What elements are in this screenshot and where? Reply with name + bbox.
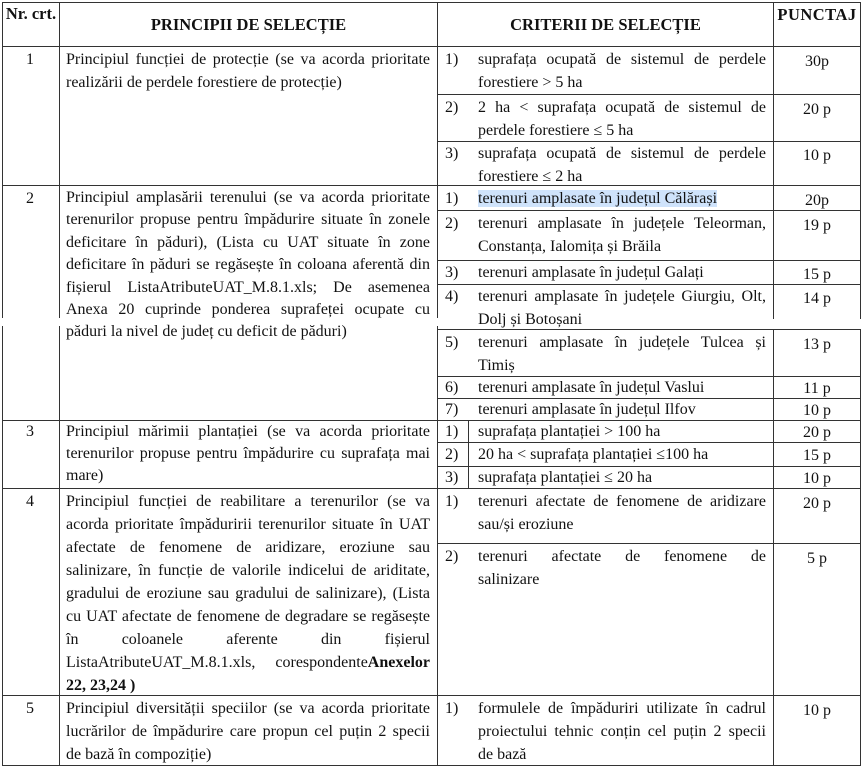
criterion-points: 10 p: [803, 470, 831, 487]
criterion-number: 2): [445, 446, 459, 463]
row-divider: [437, 94, 861, 95]
criterion-points: 20 p: [803, 424, 831, 441]
criterion-text: suprafața ocupată de sistemul de perdele forestiere > 5 ha: [478, 51, 766, 91]
row-divider: [2, 46, 861, 47]
criterion-points: 30p: [805, 53, 829, 70]
criterion-points: 10 p: [803, 147, 831, 164]
principle-text: Principiul funcției de protecție (se va acorda prioritate realizării de perdele forestiere de protecție): [66, 51, 430, 91]
criterion-points: 19 p: [803, 217, 831, 234]
criterion-number: 2): [445, 215, 459, 232]
table-border-top: [2, 2, 861, 3]
criterion-text: [478, 187, 766, 210]
table-border-left: [2, 2, 3, 766]
criterion-number: 1): [445, 493, 459, 510]
criterion-number: 1): [445, 190, 459, 207]
criterion-points: 10 p: [803, 402, 831, 419]
criterion-number: 4): [445, 288, 459, 305]
criterion-number: 3): [445, 469, 459, 486]
criterion-text: 20 ha < suprafața plantației ≤100 ha: [478, 446, 709, 463]
header-nr: Nr. crt.: [5, 4, 57, 23]
principle-text-bold: Anexelor 22, 23,24 ): [66, 654, 430, 694]
row-number: 4: [26, 493, 34, 510]
criterion-text: terenuri afectate de fenomene de salinizare: [478, 548, 766, 588]
criterion-number: 5): [445, 334, 459, 351]
principle-text: Principiul mărimii plantației (se va acorda prioritate terenurilor propuse pentru împădurire cu suprafața mai mare): [66, 423, 430, 484]
principle-text: [66, 490, 430, 697]
criterion-text: terenuri amplasate în județele Teleorman, Constanța, Ialomița și Brăila: [478, 215, 766, 255]
highlighted-selection[interactable]: terenuri amplasate în județul Călărași: [478, 190, 718, 207]
criterion-text: terenuri amplasate în județele Tulcea și Timiș: [478, 334, 766, 374]
header-principles: PRINCIPII DE SELECȚIE: [150, 15, 347, 34]
criterion-points: 5 p: [807, 550, 827, 567]
criterion-points: 13 p: [803, 336, 831, 353]
criterion-points: 14 p: [803, 290, 831, 307]
criterion-text: terenuri afectate de fenomene de aridizare sau/și eroziune: [478, 493, 766, 533]
criterion-number: 6): [445, 379, 459, 396]
criterion-number: 1): [445, 700, 459, 717]
criterion-text: suprafața plantației > 100 ha: [478, 423, 661, 440]
criterion-text: suprafața ocupată de sistemul de perdele forestiere ≤ 2 ha: [478, 145, 766, 185]
column-divider: [59, 2, 60, 766]
row-divider: [437, 543, 861, 544]
row-number: 2: [26, 190, 34, 207]
criterion-number: 7): [445, 401, 459, 418]
criterion-text: 2 ha < suprafața ocupată de sistemul de perdele forestiere ≤ 5 ha: [478, 99, 766, 139]
criterion-number: 1): [445, 423, 459, 440]
criterion-text: formulele de împăduriri utilizate în cadrul proiectului tehnic conțin cel puțin 2 specii de bază: [478, 700, 766, 763]
criterion-number: 3): [445, 264, 459, 281]
column-divider: [773, 2, 774, 766]
header-points: PUNCTAJ: [777, 5, 857, 24]
criterion-number: 3): [445, 145, 459, 162]
selection-criteria-table: [2, 2, 861, 766]
criterion-text: terenuri amplasate în județul Vaslui: [478, 379, 705, 396]
principle-text: Principiul amplasării terenului (se va acorda prioritate terenurilor propuse pentru împădurire situate în zonele deficitare în păduri), (Lista cu UAT situate în zone deficitare în păduri se regăsește în coloana aferentă din fișierul ListaAtributeUAT_M.8.1.xls; De asemenea Anexa 20 cuprinde ponderea suprafeței ocupate cu păduri la nivel de județ cu deficit de păduri): [66, 189, 430, 341]
criterion-number: 1): [445, 51, 459, 68]
criterion-text: terenuri amplasate în județul Ilfov: [478, 401, 696, 418]
criterion-points: 20 p: [803, 101, 831, 118]
table-border-right: [860, 2, 861, 766]
criterion-points: 20p: [805, 192, 829, 209]
header-criteria: CRITERII DE SELECȚIE: [510, 15, 701, 34]
row-number: 3: [26, 423, 34, 440]
row-number: 5: [26, 700, 34, 717]
criterion-points: 15 p: [803, 447, 831, 464]
column-divider: [437, 2, 438, 766]
criterion-points: 20 p: [803, 495, 831, 512]
criterion-points: 15 p: [803, 266, 831, 283]
principle-text: Principiul diversității speciilor (se va acorda prioritate lucrărilor de împădurire care propun cel puțin 2 specii de bază în compoziție): [66, 700, 430, 763]
principle-text-regular: Principiul funcției de reabilitare a terenurilor (se va acorda prioritate împăduririi terenurilor situate în UAT afectate de fenomene de aridizare, eroziune sau salinizare, în funcție de valorile indicelui de ariditate, gradului de eroziune sau gradului de salinizare), (Lista cu UAT afectate de fenomene de degradare se regăsește în coloanele aferente din fișierul ListaAtributeUAT_M.8.1.xls, corespondente: [66, 493, 430, 671]
criterion-number: 2): [445, 99, 459, 116]
criterion-text: terenuri amplasate în județul Galați: [478, 264, 704, 281]
row-divider: [2, 488, 861, 489]
criterion-number: 2): [445, 548, 459, 565]
row-number: 1: [26, 51, 34, 68]
criterion-points: 11 p: [803, 380, 831, 397]
page-break-gap: [772, 319, 862, 329]
criterion-points: 10 p: [803, 702, 831, 719]
criterion-text: terenuri amplasate în județele Giurgiu, Olt, Dolj și Botoșani: [478, 288, 766, 328]
criterion-text: suprafața plantației ≤ 20 ha: [478, 469, 653, 486]
